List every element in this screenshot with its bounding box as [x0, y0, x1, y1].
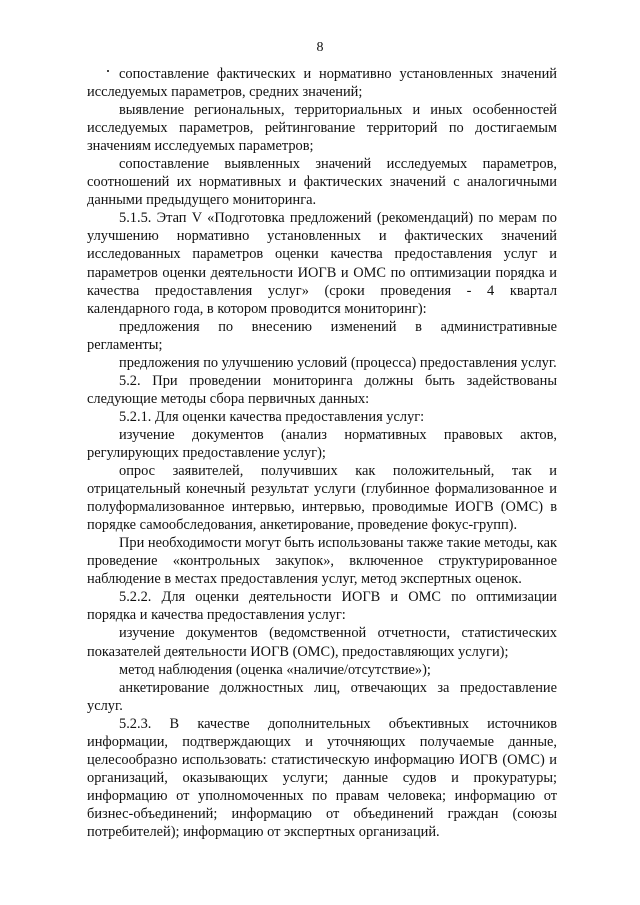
paragraph-additional-methods: При необходимости могут быть использованы также такие методы, как проведение «контрольных закупок», включенное структурированное наблюдение в местах предоставления услуг, метод экспертных оценок.: [87, 535, 557, 588]
paragraph-section-5-2-3: 5.2.3. В качестве дополнительных объективных источников информации, подтверждающих и уточняющих получаемые данные, целесообразно использовать: статистическую информацию ИОГВ (ОМС) и организаций, оказывающих услуги; данные судов и прокуратуры; информацию от уполномоченных по правам человека; информацию от бизнес-объединений; информацию от объединений граждан (союзы потребителей); информацию от экспертных организаций.: [87, 715, 557, 840]
paragraph-section-5-2: 5.2. При проведении мониторинга должны быть задействованы следующие методы сбора первичных данных:: [87, 372, 557, 407]
paragraph-admin-regulations: предложения по внесению изменений в административные регламенты;: [87, 318, 557, 353]
paragraph-observation-method: метод наблюдения (оценка «наличие/отсутствие»);: [119, 661, 431, 678]
paragraph-improve-conditions: предложения по улучшению условий (процесса) предоставления услуг.: [119, 354, 557, 371]
page-number: 8: [316, 40, 324, 55]
paragraph-study-reports: изучение документов (ведомственной отчетности, статистических показателей деятельности ИОГВ (ОМС), предоставляющих услуги);: [87, 625, 557, 660]
paragraph-survey-applicants: опрос заявителей, получивших как положительный, так и отрицательный конечный результат услуги (глубинное формализованное и полуформализованное интервью, интервью, проводимые ИОГВ (ОМС) в порядке самообследования, анкетирование, проведение фокус-групп).: [87, 463, 557, 534]
paragraph-section-5-2-2: 5.2.2. Для оценки деятельности ИОГВ и ОМС по оптимизации порядка и качества предоставления услуг:: [87, 589, 557, 624]
paragraph-compare-previous: сопоставление выявленных значений исследуемых параметров, соотношений их нормативных и фактических значений с аналогичными данными предыдущего мониторинга.: [87, 156, 557, 209]
paragraph-compare-values: сопоставление фактических и нормативно установленных значений исследуемых параметров, средних значений;: [87, 66, 557, 101]
paragraph-stage-5: 5.1.5. Этап V «Подготовка предложений (рекомендаций) по мерам по улучшению нормативно установленных и фактических значений исследованных параметров оценки качества предоставления услуг и параметров оценки деятельности ИОГВ и ОМС по оптимизации порядка и качества предоставления услуг» (сроки проведения - 4 квартал календарного года, в котором проводится мониторинг):: [87, 210, 557, 317]
paragraph-study-documents: изучение документов (анализ нормативных правовых актов, регулирующих предоставление услуг);: [87, 426, 557, 461]
paragraph-section-5-2-1: 5.2.1. Для оценки качества предоставления услуг:: [119, 408, 425, 425]
paragraph-official-survey: анкетирование должностных лиц, отвечающих за предоставление услуг.: [87, 679, 557, 714]
body-text: [87, 65, 557, 841]
paragraph-regional-features: выявление региональных, территориальных и иных особенностей исследуемых параметров, рейтингование территорий по достигаемым значениям исследуемых параметров;: [87, 102, 557, 155]
